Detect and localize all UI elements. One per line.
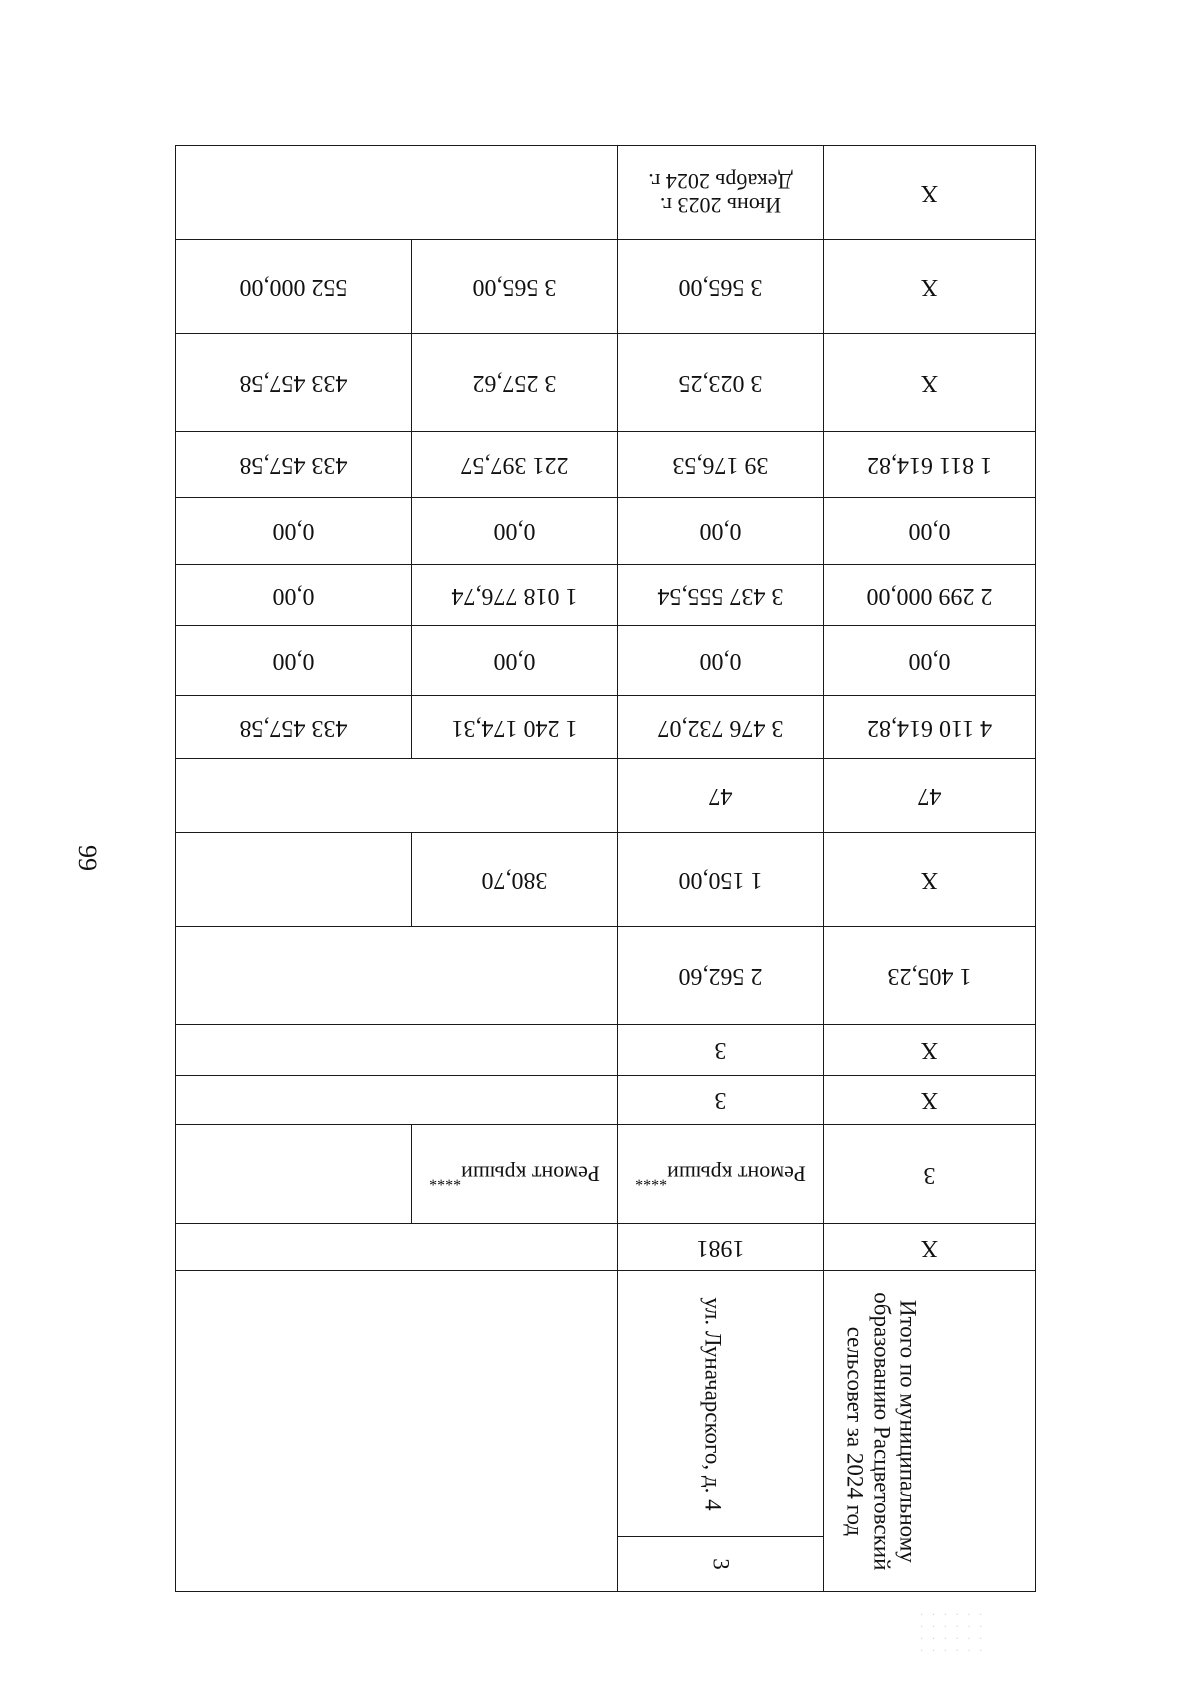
empty-cell — [176, 1224, 618, 1271]
total-cell: 433 457,58 — [176, 695, 412, 758]
value-cell: 1 150,00 — [618, 832, 824, 926]
value-cell: 47 — [618, 759, 824, 833]
table-row — [176, 1536, 1036, 1591]
scan-noise: · · · · · · · · · · · · · · · · · · · · · · · · — [920, 1610, 986, 1657]
year-cell: 1981 — [618, 1224, 824, 1271]
value-cell: Х — [824, 240, 1036, 334]
value-cell: 380,70 — [412, 832, 618, 926]
value-cell: 0,00 — [412, 497, 618, 564]
table-row — [176, 1224, 1036, 1271]
value-cell: 0,00 — [176, 497, 412, 564]
value-cell: Х — [824, 146, 1036, 240]
period-end: Декабрь 2024 г. — [648, 168, 793, 194]
value-cell: 0,00 — [176, 565, 412, 626]
value-cell: 3 257,62 — [412, 334, 618, 432]
total-label-cell — [824, 1271, 1036, 1592]
value-cell: 3 023,25 — [618, 334, 824, 432]
value-cell: 47 — [824, 759, 1036, 833]
value-cell: 433 457,58 — [176, 334, 412, 432]
table-row — [176, 565, 1036, 626]
value-cell: 221 397,57 — [412, 432, 618, 497]
value-cell: 433 457,58 — [176, 432, 412, 497]
work-type: Ремонт крыши — [461, 1161, 600, 1187]
value-cell: 3 — [618, 1024, 824, 1075]
empty-cell — [176, 1075, 618, 1124]
period-start: Июнь 2023 г. — [659, 192, 782, 218]
row-number: 3 — [708, 1558, 734, 1571]
work-type: Ремонт крыши — [667, 1161, 806, 1187]
area-cell: 1 405,23 — [824, 926, 1036, 1024]
table-row — [176, 240, 1036, 334]
table-row — [176, 432, 1036, 497]
work-type-count-cell: 3 — [824, 1125, 1036, 1224]
value-cell: 0,00 — [824, 497, 1036, 564]
period-cell — [618, 146, 824, 240]
empty-cell — [176, 1024, 618, 1075]
empty-cell — [176, 759, 618, 833]
value-cell: 39 176,53 — [618, 432, 824, 497]
empty-cell — [176, 832, 412, 926]
capital-repair-table — [175, 145, 1036, 1592]
value-cell: 3 — [618, 1075, 824, 1124]
address-cell — [618, 1271, 824, 1537]
value-cell: 1 811 614,82 — [824, 432, 1036, 497]
value-cell: 3 437 555,54 — [618, 565, 824, 626]
total-cell: 4 110 614,82 — [824, 695, 1036, 758]
value-cell: 0,00 — [618, 626, 824, 695]
table-row — [176, 146, 1036, 240]
table-row — [176, 1125, 1036, 1224]
value-cell: 1 018 776,74 — [412, 565, 618, 626]
table-row — [176, 1024, 1036, 1075]
table-row — [176, 497, 1036, 564]
value-cell: 3 565,00 — [618, 240, 824, 334]
row-number-cell — [618, 1536, 824, 1591]
footnote-mark: **** — [635, 1170, 668, 1188]
work-type-cell — [618, 1125, 824, 1224]
footnote-mark: **** — [429, 1170, 462, 1188]
table-row — [176, 926, 1036, 1024]
table-row — [176, 626, 1036, 695]
year-cell: Х — [824, 1224, 1036, 1271]
address: ул. Луначарского, д. 4 — [700, 1297, 726, 1511]
value-cell: 2 299 000,00 — [824, 565, 1036, 626]
value-cell: 0,00 — [618, 497, 824, 564]
page-number: 99 — [73, 845, 102, 871]
value-cell: 0,00 — [176, 626, 412, 695]
value-cell: 3 565,00 — [412, 240, 618, 334]
empty-cell — [176, 146, 618, 240]
table-row — [176, 695, 1036, 758]
value-cell: 552 000,00 — [176, 240, 412, 334]
value-cell: Х — [824, 1024, 1036, 1075]
rotated-table-container — [176, 145, 1036, 1592]
area-cell: 2 562,60 — [618, 926, 824, 1024]
table-row — [176, 832, 1036, 926]
value-cell: Х — [824, 832, 1036, 926]
value-cell: Х — [824, 334, 1036, 432]
value-cell: 0,00 — [412, 626, 618, 695]
value-cell: 0,00 — [824, 626, 1036, 695]
empty-cell — [176, 1271, 618, 1592]
value-cell: Х — [824, 1075, 1036, 1124]
table-row — [176, 759, 1036, 833]
table-row — [176, 334, 1036, 432]
total-cell: 3 476 732,07 — [618, 695, 824, 758]
empty-cell — [176, 1125, 412, 1224]
table-row — [176, 1075, 1036, 1124]
total-cell: 1 240 174,31 — [412, 695, 618, 758]
total-label: Итого по муниципальному образованию Расцветовский сельсовет за 2024 год — [842, 1292, 921, 1571]
work-type-cell — [412, 1125, 618, 1224]
empty-cell — [176, 926, 618, 1024]
